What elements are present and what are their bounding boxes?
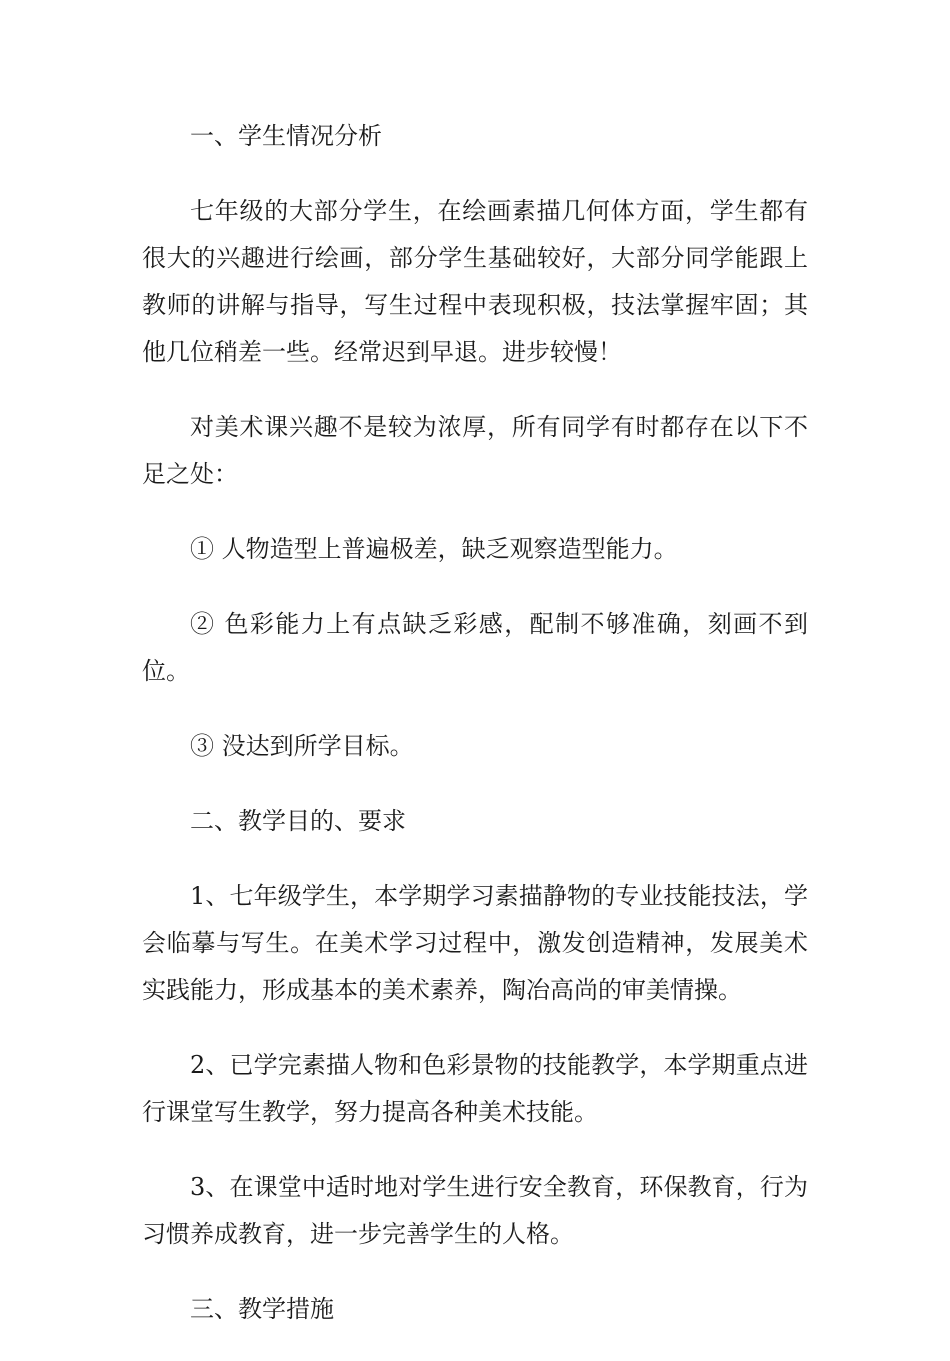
paragraph-goal-1: 1、七年级学生，本学期学习素描静物的专业技能技法，学会临摹与写生。在美术学习过程中，激发创造精神，发展美术实践能力，形成基本的美术素养，陶冶高尚的审美情操。 bbox=[142, 882, 808, 1004]
list-item-shortcoming-2: ② 色彩能力上有点缺乏彩感，配制不够准确，刻画不到位。 bbox=[142, 610, 808, 685]
section-heading-teaching-measures: 三、教学措施 bbox=[190, 1295, 334, 1323]
section-heading-student-analysis: 一、学生情况分析 bbox=[190, 122, 382, 150]
list-item-shortcoming-3: ③ 没达到所学目标。 bbox=[190, 732, 414, 760]
paragraph-goal-2: 2、已学完素描人物和色彩景物的技能教学，本学期重点进行课堂写生教学，努力提高各种美术技能。 bbox=[142, 1051, 808, 1126]
paragraph-interest-shortcomings: 对美术课兴趣不是较为浓厚，所有同学有时都存在以下不足之处： bbox=[142, 413, 808, 488]
paragraph-goal-3: 3、在课堂中适时地对学生进行安全教育，环保教育，行为习惯养成教育，进一步完善学生的人格。 bbox=[142, 1173, 808, 1248]
paragraph-student-situation: 七年级的大部分学生，在绘画素描几何体方面，学生都有很大的兴趣进行绘画，部分学生基础较好，大部分同学能跟上教师的讲解与指导，写生过程中表现积极，技法掌握牢固；其他几位稍差一些。经常迟到早退。进步较慢！ bbox=[142, 197, 808, 366]
list-item-shortcoming-1: ① 人物造型上普遍极差，缺乏观察造型能力。 bbox=[190, 535, 678, 563]
document-body bbox=[142, 113, 808, 1361]
section-heading-teaching-goals: 二、教学目的、要求 bbox=[190, 807, 406, 835]
